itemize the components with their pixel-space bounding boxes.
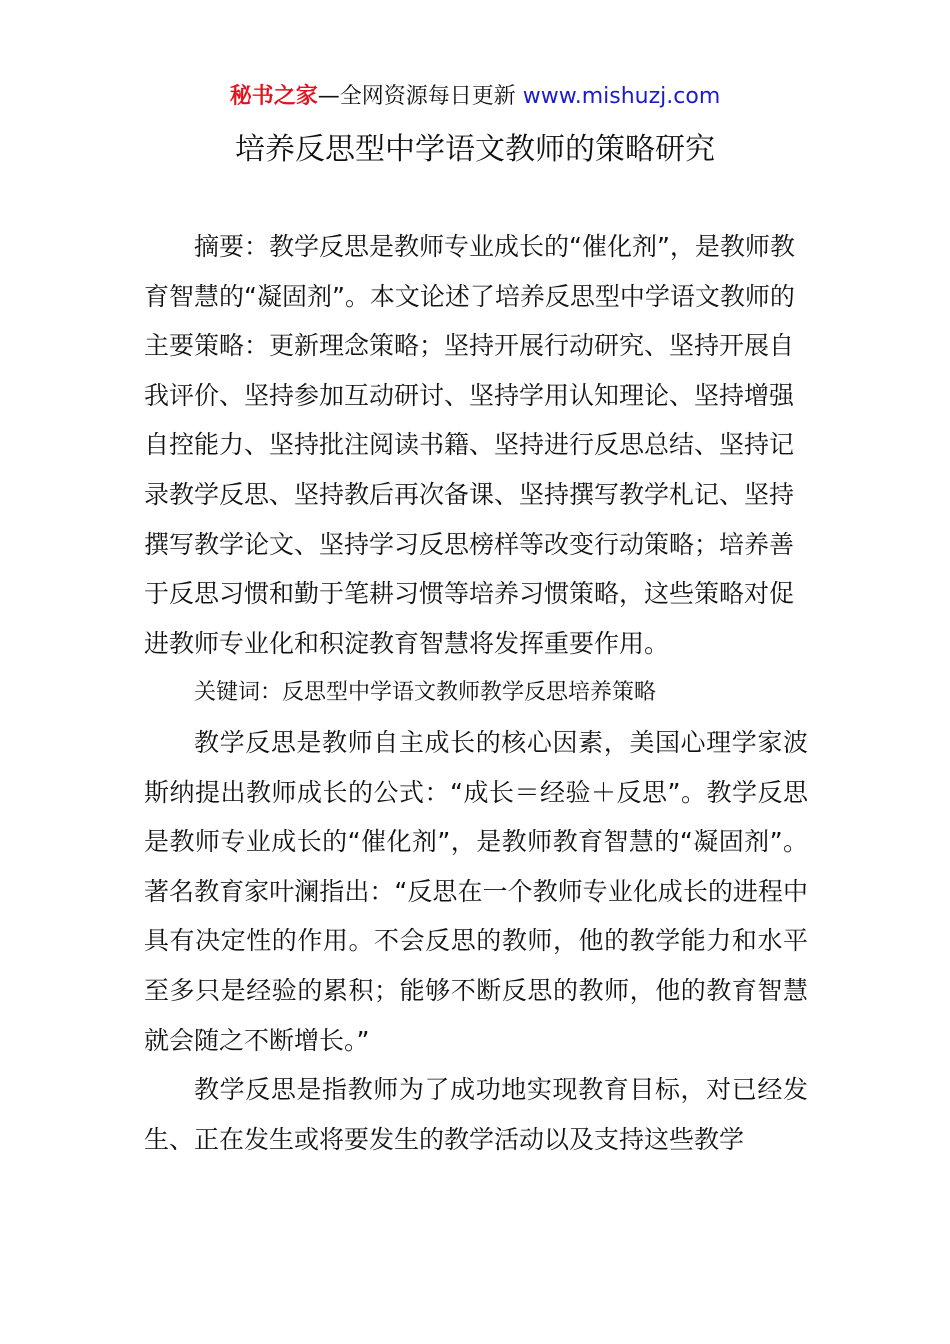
document-body — [144, 222, 808, 1164]
abstract-paragraph: 摘要：教学反思是教师专业成长的“催化剂”，是教师教育智慧的“凝固剂”。本文论述了培养反思型中学语文教师的主要策略：更新理念策略；坚持开展行动研究、坚持开展自我评价、坚持参加互动研讨、坚持学用认知理论、坚持增强自控能力、坚持批注阅读书籍、坚持进行反思总结、坚持记录教学反思、坚持教后再次备课、坚持撰写教学札记、坚持撰写教学论文、坚持学习反思榜样等改变行动策略；培养善于反思习惯和勤于笔耕习惯等培养习惯策略，这些策略对促进教师专业化和积淀教育智慧将发挥重要作用。 — [144, 232, 795, 658]
site-url-link[interactable]: www.mishuzj.com — [522, 84, 721, 109]
site-header — [0, 80, 950, 114]
site-tagline: —全网资源每日更新 — [317, 84, 523, 109]
keywords-line: 关键词：反思型中学语文教师教学反思培养策略 — [194, 680, 657, 706]
site-brand: 秘书之家 — [229, 84, 318, 109]
body-paragraph: 教学反思是指教师为了成功地实现教育目标，对已经发生、正在发生或将要发生的教学活动以及支持这些教学 — [144, 1075, 808, 1154]
body-paragraph: 教学反思是教师自主成长的核心因素，美国心理学家波斯纳提出教师成长的公式：“成长＝经验＋反思”。教学反思是教师专业成长的“催化剂”，是教师教育智慧的“凝固剂”。著名教育家叶澜指出：“反思在一个教师专业化成长的进程中具有决定性的作用。不会反思的教师，他的教学能力和水平至多只是经验的累积；能够不断反思的教师，他的教育智慧就会随之不断增长。” — [144, 727, 808, 1055]
document-title: 培养反思型中学语文教师的策略研究 — [235, 132, 715, 167]
